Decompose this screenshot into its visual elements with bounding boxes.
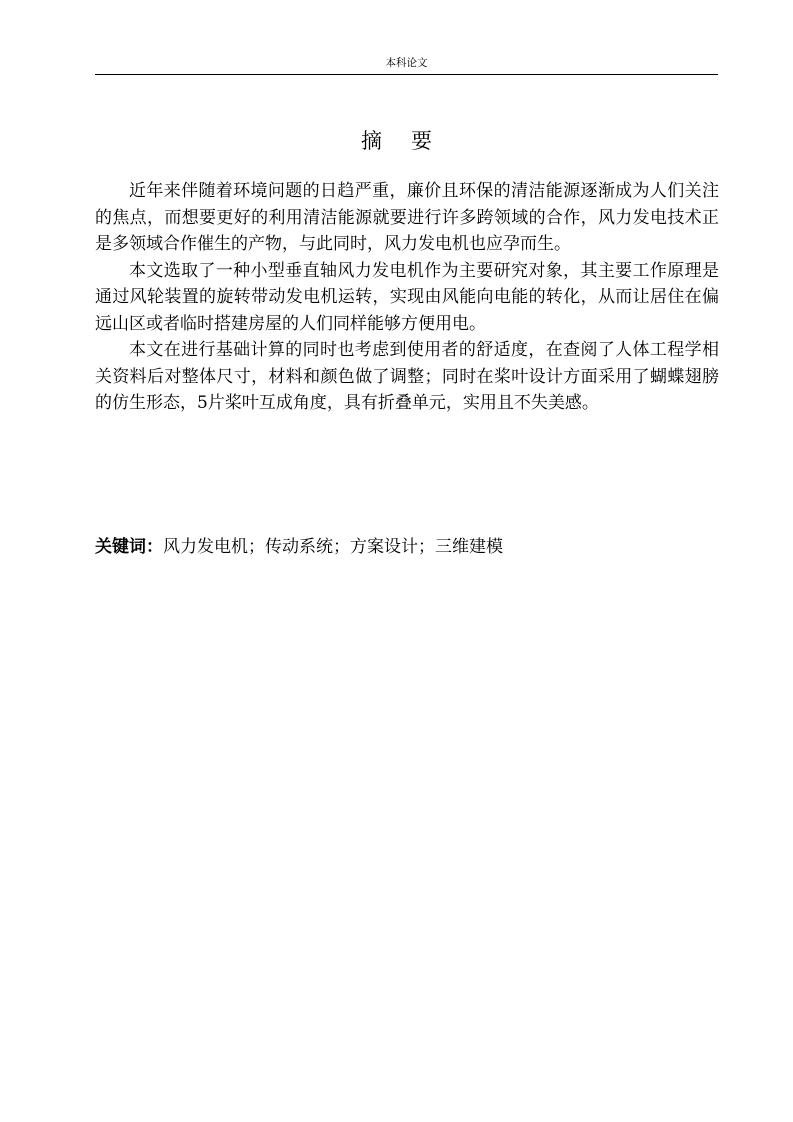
running-header — [95, 56, 718, 75]
keywords-text: 风力发电机；传动系统；方案设计；三维建模 — [163, 537, 503, 557]
abstract-paragraph-1: 近年来伴随着环境问题的日趋严重，廉价且环保的清洁能源逐渐成为人们关注的焦点，而想要更好的利用清洁能源就要进行许多跨领域的合作，风力发电技术正是多领域合作催生的产物，与此同时，风力发电机也应孕而生。 — [95, 181, 719, 254]
abstract-body — [95, 178, 719, 417]
abstract-title: 摘要 — [361, 129, 461, 153]
running-title: 本科论文 — [385, 57, 428, 69]
keywords-line — [95, 534, 719, 560]
keywords-label: 关键词： — [95, 537, 163, 557]
abstract-paragraph-3: 本文在进行基础计算的同时也考虑到使用者的舒适度，在查阅了人体工程学相关资料后对整体尺寸，材料和颜色做了调整；同时在桨叶设计方面采用了蝴蝶翅膀的仿生形态，5片桨叶互成角度，具有折叠单元，实用且不失美感。 — [95, 340, 719, 413]
abstract-paragraph-2: 本文选取了一种小型垂直轴风力发电机作为主要研究对象，其主要工作原理是通过风轮装置的旋转带动发电机运转，实现由风能向电能的转化，从而让居住在偏远山区或者临时搭建房屋的人们同样能够方便用电。 — [95, 260, 719, 334]
